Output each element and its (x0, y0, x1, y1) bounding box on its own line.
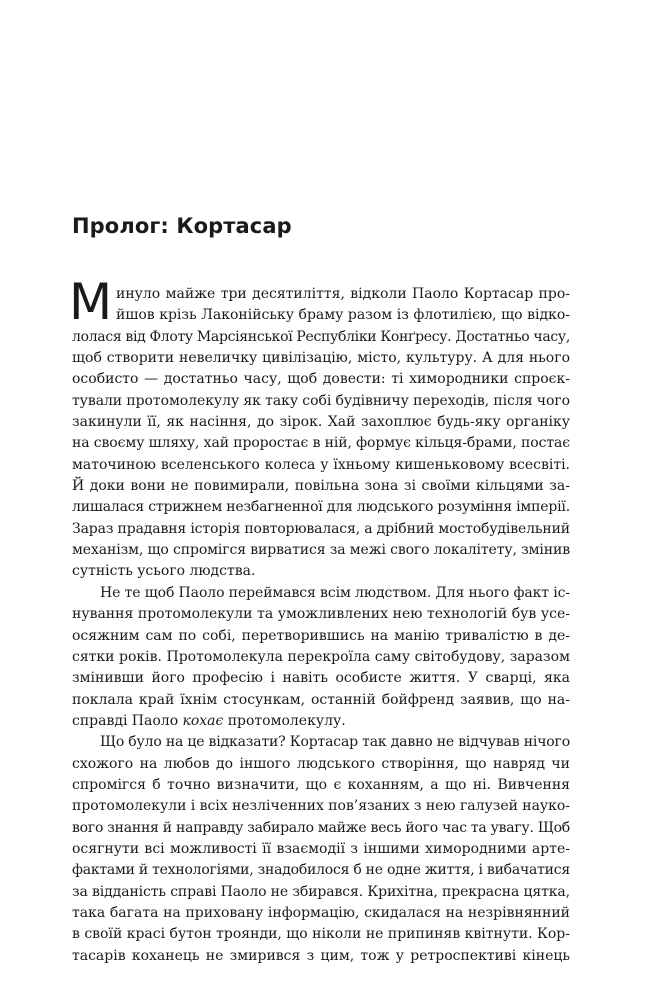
text-line (72, 711, 570, 732)
text-line: маточиною вселенського колеса у їхньому кишеньковому всесвіті. (72, 456, 570, 473)
text-line: механізм, що спромігся вирватися за межі свого локалітету, змінив (72, 542, 571, 559)
text-line: сятки років. Протомолекула перекроїла саму світобудову, заразом (72, 648, 570, 665)
text-line: осяжним сам по собі, перетворившись на манію тривалістю в де- (72, 627, 570, 644)
text-line: Що було на це відказати? Кортасар так давно не відчував нічого (100, 734, 570, 751)
text-line: нування протомолекули та уможливлених нею технологій був усе- (72, 606, 570, 623)
text-line: за відданість справі Паоло не збирався. Крихітна, прекрасна цятка, (72, 883, 571, 900)
paragraph-1 (69, 273, 571, 583)
text-line: щоб створити невеличку цивілізацію, місто, культуру. А для нього (72, 350, 570, 367)
text-line: Не те щоб Паоло переймався всім людством. Для нього факт іс- (100, 584, 570, 601)
text-line: тасарів коханець не змирився з цим, тож у ретроспективі кінець (72, 947, 570, 964)
text-fragment: протомолекулу. (223, 712, 346, 729)
text-line: на своєму шляху, хай проростає в ній, формує кільця-брами, постає (72, 435, 570, 452)
text-line: лолася від Флоту Марсіянської Республіки Конґресу. Достатньо часу, (72, 328, 570, 345)
text-line: осягнути всі можливості її взаємодії з іншими химородними арте- (72, 840, 570, 857)
text-line: вого знання й направду забирало майже весь його час та увагу. Щоб (72, 819, 570, 836)
text-line: фактами й технологіями, знадобилося б не одне життя, і вибачатися (72, 862, 570, 879)
paragraph-2 (72, 583, 570, 732)
text-line: схожого на любов до іншого людського створіння, що навряд чи (72, 755, 570, 772)
text-line: в своїй красі бутон троянди, що ніколи не припиняв квітнути. Кор- (72, 926, 570, 943)
text-line: така багата на приховану інформацію, скидалася на незрівнянний (72, 904, 570, 921)
text-line: спромігся б точно визначити, що є коханням, а що ні. Вивчення (72, 776, 570, 793)
text-line: протомолекули і всіх незліченних пов’язаних з нею галузей науко- (72, 798, 570, 815)
drop-cap: М (69, 273, 113, 331)
text-line: Й доки вони не повимирали, повільна зона зі своїми кільцями за- (72, 478, 570, 495)
chapter-body (69, 273, 571, 967)
text-line: сутність усього людства. (72, 563, 256, 580)
paragraph-3 (72, 732, 570, 967)
text-line: йшов крізь Лаконійську браму разом із флотилією, що відко- (116, 307, 570, 324)
text-line: Зараз прадавня історія повторювалася, а дрібний мостобудівельний (72, 520, 570, 537)
text-line: особисто — достатньо часу, щоб довести: ті химородники спроєк- (72, 371, 570, 388)
text-line: инуло майже три десятиліття, відколи Паоло Кортасар про- (116, 286, 570, 302)
text-line: змінивши його професію і навіть особисте життя. У сварці, яка (72, 670, 570, 687)
chapter-title: Пролог: Кортасар (72, 214, 292, 238)
text-line: тували протомолекулу як таку собі будівничу переходів, після чого (72, 392, 570, 409)
text-line: лишалася стрижнем незбагненної для людського розуміння імперії. (72, 499, 570, 516)
text-line: поклала край їхнім стосункам, останній бойфренд заявив, що на- (72, 691, 570, 708)
text-fragment: справді Паоло (72, 712, 183, 729)
emphasized-word: кохає (182, 712, 224, 729)
text-line: закинули її, як насіння, до зірок. Хай захоплює будь-яку органіку (72, 414, 570, 431)
